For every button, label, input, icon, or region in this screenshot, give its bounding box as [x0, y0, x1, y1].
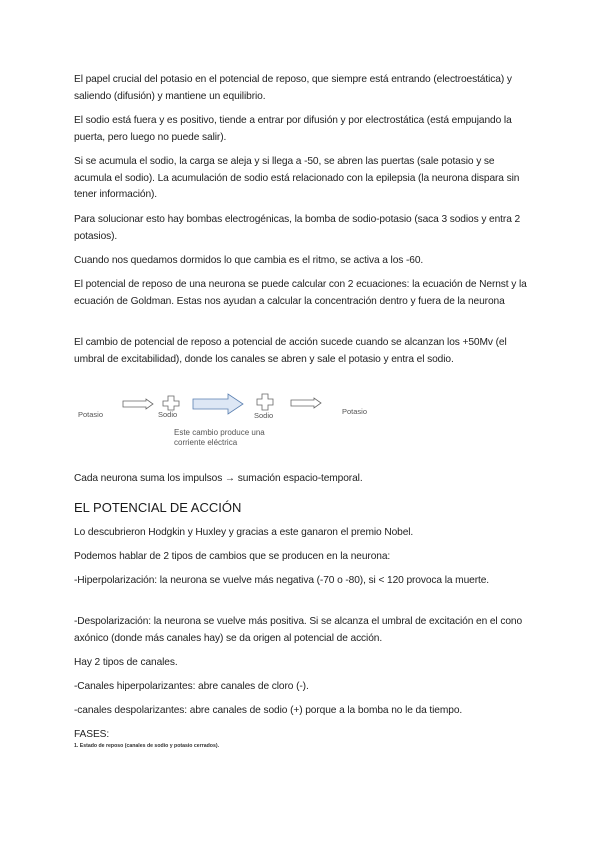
label-potasio-left: Potasio: [78, 410, 104, 419]
paragraph-tipos-canales: Hay 2 tipos de canales.: [74, 657, 178, 668]
paragraph-sodio-fuera: El sodio está fuera y es positivo, tiende a entrar por difusión y por electrostática (está empujando la puerta, pero luego no puede salir).: [74, 115, 512, 143]
plus-symbol-1: [162, 395, 180, 411]
label-sodio-2: Sodio: [254, 411, 274, 420]
paragraph-dormidos: Cuando nos quedamos dormidos lo que cambia es el ritmo, se activa a los -60.: [74, 255, 424, 266]
label-sodio-1: Sodio: [158, 410, 178, 419]
paragraph-potasio-reposo: El papel crucial del potasio en el potencial de reposo, que siempre está entrando (electroestática) y saliendo (difusión) y mantiene un equilibrio.: [74, 74, 512, 102]
paragraph-cambio-potencial: El cambio de potencial de reposo a potencial de acción sucede cuando se alcanzan los +50Mv (el umbral de excitabilidad), donde los canales se abren y sale el potasio y entra el sodio.: [74, 337, 507, 365]
plus-symbol-2: [256, 393, 274, 411]
paragraph-hodgkin: Lo descubrieron Hodgkin y Huxley y gracias a este ganaron el premio Nobel.: [74, 527, 414, 538]
arrow-large: [192, 393, 244, 415]
diagram-note: Este cambio produce una corriente eléctrica: [174, 428, 265, 447]
phases-title: FASES:: [74, 729, 110, 740]
paragraph-despolarizacion: -Despolarización: la neurona se vuelve más positiva. Si se alcanza el umbral de excitación en el cono axónico (donde más canales hay) se da origen al potencial de acción.: [74, 616, 523, 644]
ion-flow-diagram: [74, 392, 414, 458]
paragraph-sumacion: Cada neurona suma los impulsos → sumación espacio-temporal.: [74, 473, 363, 484]
arrow-small-2: [290, 397, 322, 409]
paragraph-hiperpolarizacion: -Hiperpolarización: la neurona se vuelve más negativa (-70 o -80), si < 120 provoca la muerte.: [74, 575, 490, 586]
paragraph-ecuaciones: El potencial de reposo de una neurona se puede calcular con 2 ecuaciones: la ecuación de Nernst y la ecuación de Goldman. Estas nos ayudan a calcular la concentración dentro y fuera de la neurona: [74, 279, 527, 307]
paragraph-acumulacion-sodio: Si se acumula el sodio, la carga se aleja y si llega a -50, se abren las puertas (sale potasio y se acumula el sodio). La acumulación de sodio está relacionado con la epilepsia (la neurona dispara sin tener información).: [74, 156, 520, 200]
arrow-small-1: [122, 398, 154, 410]
paragraph-canales-despo: -canales despolarizantes: abre canales de sodio (+) porque a la bomba no le da tiempo.: [74, 705, 463, 716]
phase-1: 1. Estado de reposo (canales de sodio y potasio cerrados).: [74, 743, 220, 749]
label-potasio-right: Potasio: [342, 407, 368, 416]
section-heading: EL POTENCIAL DE ACCIÓN: [74, 500, 242, 515]
paragraph-canales-hiper: -Canales hiperpolarizantes: abre canales de cloro (-).: [74, 681, 309, 692]
paragraph-tipos-cambios: Podemos hablar de 2 tipos de cambios que se producen en la neurona:: [74, 551, 391, 562]
paragraph-bombas: Para solucionar esto hay bombas electrogénicas, la bomba de sodio-potasio (saca 3 sodios y entra 2 potasios).: [74, 214, 521, 242]
